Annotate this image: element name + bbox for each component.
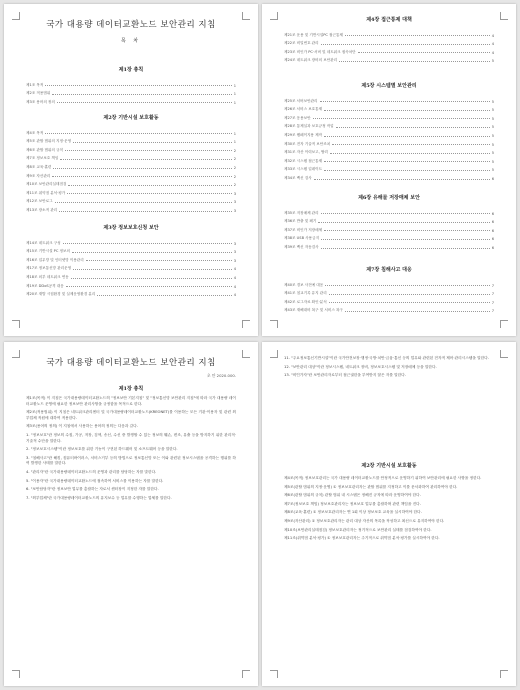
toc-entry[interactable] bbox=[26, 246, 236, 255]
toc-entry-page: 5 bbox=[491, 59, 494, 64]
body-paragraph: 제11조(취약점 분석·평가) ① 정보보호관리자는 주기적으로 취약점 분석·평가를 실시하여야 한다. bbox=[284, 536, 440, 541]
toc-entry[interactable] bbox=[284, 147, 494, 156]
toc-heading: 목 차 bbox=[120, 38, 142, 44]
toc-entry-page: 3 bbox=[233, 250, 236, 255]
toc-entry-label: 제1조 목적 bbox=[26, 82, 44, 87]
chapter-heading: 제2장 기반시설 보호활동 bbox=[361, 463, 417, 469]
dot-leader bbox=[330, 153, 490, 154]
dot-leader bbox=[73, 269, 232, 270]
toc-entry[interactable] bbox=[284, 46, 494, 55]
dot-leader bbox=[318, 222, 489, 223]
dot-leader bbox=[339, 61, 490, 62]
toc-entry[interactable] bbox=[284, 138, 494, 147]
toc-entry-page: 4 bbox=[233, 284, 236, 289]
document-title: 국가 대용량 데이터교환노드 보안관리 지침 bbox=[46, 20, 216, 30]
body-paragraph: 제8조(교육·훈련) ① 정보보호관리자는 연 1회 이상 정보보호 교육을 실시하여야 한다. bbox=[284, 510, 422, 515]
dot-leader bbox=[324, 170, 490, 171]
toc-entry-page: 4 bbox=[233, 293, 236, 298]
body-paragraph: 3. "침해사고"란 해킹, 컴퓨터바이러스, 서비스거부 등의 방법으로 정보통신망 또는 이와 관련된 정보시스템을 공격하는 행위를 하여 발생한 사태를 말한다. bbox=[26, 455, 236, 466]
toc-entry-page: 1 bbox=[233, 140, 236, 145]
dot-leader bbox=[67, 193, 231, 194]
dot-leader bbox=[72, 252, 232, 253]
chapter-heading: 제1장 총칙 bbox=[118, 386, 144, 392]
toc-entry-label: 제28조 통제실과 보호규정 작업 bbox=[284, 124, 334, 129]
crop-mark bbox=[12, 350, 20, 358]
crop-mark bbox=[270, 350, 278, 358]
toc-entry[interactable] bbox=[284, 112, 494, 121]
dot-leader bbox=[86, 260, 232, 261]
toc-entry[interactable] bbox=[26, 280, 236, 289]
body-paragraph: 제1조(목적) 이 지침은 국가대용량데이터교환노드의 "정보보안 기본지침" 및 "정보통신망 보안관리 지침"에 따라 국가 대용량 데이터교환노드 운영에 필요한 정보보안 관리사항을 규정함을 목적으로 한다. bbox=[26, 396, 236, 406]
dot-leader bbox=[97, 295, 231, 296]
toc-entry-label: 제23조 비인가 PC·서버 및 네트워크 접속차단 bbox=[284, 49, 356, 54]
dot-leader bbox=[329, 302, 490, 303]
toc-entry-label: 제40조 경보 사전예 대응 bbox=[284, 282, 324, 287]
crop-mark bbox=[12, 670, 20, 678]
toc-chapter-title: 제7장 침해사고 대응 bbox=[366, 267, 412, 273]
body-paragraph: 제3조(용어의 정의) 이 지침에서 사용하는 용어의 정의는 다음과 같다. bbox=[26, 424, 138, 429]
toc-entry[interactable] bbox=[284, 216, 494, 225]
toc-entry[interactable] bbox=[284, 241, 494, 250]
toc-entry-page: 4 bbox=[233, 267, 236, 272]
toc-entry-page: 4 bbox=[491, 42, 494, 47]
toc-entry-label: 제36조 반출 및 폐기 bbox=[284, 219, 317, 224]
crop-mark bbox=[242, 350, 250, 358]
toc-entry[interactable] bbox=[26, 170, 236, 179]
toc-entry[interactable] bbox=[26, 88, 236, 97]
toc-entry-label: 제3조 용어의 정의 bbox=[26, 99, 55, 104]
toc-chapter-title: 제5장 시스템별 보안관리 bbox=[361, 83, 417, 89]
toc-entry-page: 1 bbox=[233, 83, 236, 88]
toc-entry[interactable] bbox=[284, 121, 494, 130]
toc-entry-label: 제24조 네트워크 장비의 보안관리 bbox=[284, 58, 338, 63]
crop-mark bbox=[242, 670, 250, 678]
body-paragraph: 11. "주요정보통신기반시설"이란 국가안전보장·행정·국방·치안·금융·통신 등의 업무와 관련된 전자적 제어·관리시스템을 말한다. bbox=[284, 356, 489, 360]
dot-leader bbox=[324, 161, 490, 162]
toc-entry-page: 2 bbox=[233, 174, 236, 179]
toc-page-1 bbox=[4, 4, 258, 336]
toc-entry[interactable] bbox=[284, 55, 494, 64]
toc-entry[interactable] bbox=[26, 254, 236, 263]
crop-mark bbox=[270, 320, 278, 328]
toc-entry-label: 제8조 교육·훈련 bbox=[26, 164, 52, 169]
toc-entry[interactable] bbox=[284, 305, 494, 314]
toc-chapter-title: 제2장 기반시설 보호활동 bbox=[103, 115, 159, 121]
toc-entry-page: 6 bbox=[491, 176, 494, 181]
toc-entry-label: 제18조 외부 네트워크 연동 bbox=[26, 274, 69, 279]
toc-entry-page: 3 bbox=[233, 191, 236, 196]
toc-entry-label: 제10조 보안관리실태점검 bbox=[26, 182, 67, 187]
toc-chapter-title: 제4장 접근통제 대책 bbox=[366, 17, 412, 23]
toc-entry[interactable] bbox=[284, 95, 494, 104]
toc-entry[interactable] bbox=[26, 187, 236, 196]
toc-entry[interactable] bbox=[26, 289, 236, 298]
dot-leader bbox=[66, 286, 232, 287]
toc-entry[interactable] bbox=[284, 164, 494, 173]
toc-entry-page: 3 bbox=[233, 258, 236, 263]
dot-leader bbox=[59, 211, 232, 212]
body-paragraph: 4. "관리자"란 국가대용량데이터교환노드의 운영과 관리를 담당하는 자를 말한다. bbox=[26, 469, 157, 474]
toc-entry-page: 5 bbox=[491, 125, 494, 130]
toc-entry-page: 4 bbox=[233, 275, 236, 280]
crop-mark bbox=[12, 12, 20, 20]
toc-entry[interactable] bbox=[284, 38, 494, 47]
toc-entry[interactable] bbox=[284, 129, 494, 138]
toc-entry-label: 제20조 재발 시험환경 및 실제운영환경 분리 bbox=[26, 292, 96, 297]
toc-entry-label: 제42조 로그자료 확인·분석 bbox=[284, 299, 327, 304]
toc-entry-page: 7 bbox=[491, 283, 494, 288]
toc-entry[interactable] bbox=[26, 96, 236, 105]
toc-entry-label: 제15조 기반시설 PC 정보의 bbox=[26, 249, 70, 254]
dot-leader bbox=[324, 110, 490, 111]
toc-entry[interactable] bbox=[284, 172, 494, 181]
toc-entry-label: 제41조 침교기록 유지 관리 bbox=[284, 291, 327, 296]
dot-leader bbox=[68, 185, 231, 186]
dot-leader bbox=[60, 159, 231, 160]
dot-leader bbox=[71, 278, 232, 279]
toc-entry-label: 제16조 업무망 및 인터넷망 이용관리 bbox=[26, 257, 84, 262]
toc-entry-page: 2 bbox=[233, 157, 236, 162]
toc-entry[interactable] bbox=[26, 263, 236, 272]
toc-entry-page: 5 bbox=[491, 168, 494, 173]
toc-entry-page: 5 bbox=[491, 151, 494, 156]
toc-chapter-title: 제1장 총칙 bbox=[118, 67, 144, 73]
dot-leader bbox=[321, 44, 490, 45]
dot-leader bbox=[53, 168, 231, 169]
toc-entry[interactable] bbox=[284, 279, 494, 288]
toc-entry-page: 7 bbox=[491, 300, 494, 305]
toc-entry-label: 제29조 웹페이지용 제작 bbox=[284, 132, 323, 137]
crop-mark bbox=[242, 12, 250, 20]
toc-entry[interactable] bbox=[284, 224, 494, 233]
body-paragraph: 제5조(관할 범위의 지정·운영) ① 정보보호관리자는 관할 범위를 지정하고 이를 문서화하여 관리하여야 한다. bbox=[284, 484, 458, 489]
body-paragraph: 제4조(목적) 정보보호관리는 국가 대용량 데이터교환노드를 안정적으로 운영하기 위하여 보안관리에 필요한 사항을 정한다. bbox=[284, 476, 482, 480]
toc-entry-page: 3 bbox=[233, 241, 236, 246]
crop-mark bbox=[500, 350, 508, 358]
toc-entry[interactable] bbox=[26, 237, 236, 246]
dot-leader bbox=[73, 142, 232, 143]
dot-leader bbox=[320, 101, 490, 102]
dot-leader bbox=[55, 202, 232, 203]
toc-entry[interactable] bbox=[284, 104, 494, 113]
dot-leader bbox=[313, 118, 490, 119]
toc-chapter-title: 제3장 정보보호신청 보안 bbox=[103, 225, 159, 231]
body-paragraph: 1. "정보보호"란 정보의 수집, 가공, 저장, 검색, 송신, 수신 중 발생할 수 있는 정보의 훼손, 변조, 유출 등을 방지하기 위한 관리적·기술적 수단을 말한다. bbox=[26, 432, 236, 443]
crop-mark bbox=[12, 320, 20, 328]
toc-entry-page: 6 bbox=[491, 245, 494, 250]
crop-mark bbox=[270, 12, 278, 20]
toc-entry-label: 제31조 자산 이력보고, 협력 bbox=[284, 150, 328, 155]
body-page-1 bbox=[4, 342, 258, 686]
body-paragraph: 6. "보안담당자"란 정보보안 업무를 총괄하는 자로서 센터장이 지정한 자를 말한다. bbox=[26, 487, 159, 492]
toc-entry-label: 제37조 비인가 저장매체 bbox=[284, 227, 323, 232]
toc-entry-page: 6 bbox=[491, 237, 494, 242]
toc-entry[interactable] bbox=[284, 296, 494, 305]
toc-entry-page: 2 bbox=[233, 165, 236, 170]
toc-entry[interactable] bbox=[284, 288, 494, 297]
dot-leader bbox=[325, 285, 489, 286]
body-paragraph: 제2조(적용범위) 이 지침은 네트워크관리센터 및 국가대용량데이터교환노드(KREONET)를 이용하는 모든 기관·이용자 및 관련 외부업체 직원에 대하여 적용한다. bbox=[26, 410, 236, 420]
crop-mark bbox=[500, 670, 508, 678]
toc-entry-label: 제34조 백신 검사 bbox=[284, 175, 312, 180]
dot-leader bbox=[57, 102, 232, 103]
dot-leader bbox=[45, 85, 231, 86]
toc-entry-label: 제19조 DDoS공격 대응 bbox=[26, 283, 64, 288]
dot-leader bbox=[358, 52, 490, 53]
toc-entry-page: 5 bbox=[491, 133, 494, 138]
dot-leader bbox=[324, 136, 490, 137]
dot-leader bbox=[329, 294, 490, 295]
toc-entry[interactable] bbox=[26, 153, 236, 162]
dot-leader bbox=[65, 150, 232, 151]
toc-entry[interactable] bbox=[284, 29, 494, 38]
toc-entry-page: 2 bbox=[233, 148, 236, 153]
toc-entry-page: 5 bbox=[491, 99, 494, 104]
dot-leader bbox=[345, 35, 490, 36]
crop-mark bbox=[270, 670, 278, 678]
toc-entry-label: 제2조 적용범위 bbox=[26, 91, 51, 96]
body-paragraph: 12. "보안관리 대상"이란 정보시스템, 네트워크 장비, 정보보호시스템 및 저장매체 등을 말한다. bbox=[284, 364, 437, 369]
toc-entry[interactable] bbox=[284, 207, 494, 216]
toc-entry-page: 4 bbox=[491, 33, 494, 38]
toc-entry-page: 3 bbox=[233, 200, 236, 205]
toc-entry-label: 제38조 USB 사용금지 bbox=[284, 236, 320, 241]
dot-leader bbox=[336, 127, 490, 128]
toc-entry-label: 제5조 관할 범위의 지정·운영 bbox=[26, 139, 72, 144]
toc-entry-page: 5 bbox=[491, 108, 494, 113]
toc-entry-label: 제13조 장소적 관리 bbox=[26, 207, 58, 212]
dot-leader bbox=[332, 144, 490, 145]
toc-entry[interactable] bbox=[284, 233, 494, 242]
toc-page-2 bbox=[262, 4, 516, 336]
toc-entry-page: 2 bbox=[233, 183, 236, 188]
toc-entry-page: 5 bbox=[491, 116, 494, 121]
toc-entry[interactable] bbox=[26, 204, 236, 213]
toc-entry[interactable] bbox=[26, 179, 236, 188]
dot-leader bbox=[52, 176, 231, 177]
toc-entry-label: 제25조 서버보안관리 bbox=[284, 98, 318, 103]
toc-entry[interactable] bbox=[26, 127, 236, 136]
dot-leader bbox=[52, 94, 231, 95]
body-paragraph: 7. "외부업체"란 국가대용량데이터교환노드의 유지보수 등 업무를 수행하는 업체를 말한다. bbox=[26, 495, 172, 500]
toc-entry-label: 제35조 저장매체 관리 bbox=[284, 210, 319, 215]
dot-leader bbox=[321, 248, 490, 249]
toc-entry-page: 4 bbox=[491, 50, 494, 55]
toc-entry-page: 7 bbox=[491, 292, 494, 297]
dot-leader bbox=[45, 133, 231, 134]
dot-leader bbox=[345, 311, 490, 312]
toc-entry-label: 제27조 응용보안 bbox=[284, 115, 311, 120]
toc-entry[interactable] bbox=[26, 79, 236, 88]
toc-entry-label: 제6조 관할 범위의 규칙 bbox=[26, 147, 63, 152]
crop-mark bbox=[500, 12, 508, 20]
toc-entry-page: 3 bbox=[233, 208, 236, 213]
toc-entry-label: 제26조 서비스 보호통제 bbox=[284, 107, 323, 112]
body-paragraph: 5. "이용자"란 국가대용량데이터교환노드에 접속하여 서비스를 이용하는 자를 말한다. bbox=[26, 478, 164, 483]
toc-entry-page: 5 bbox=[491, 142, 494, 147]
toc-entry-page: 5 bbox=[491, 159, 494, 164]
body-paragraph: 제9조(자산관리) ① 정보보호관리자는 관리 대상 자산의 목록을 작성하고 최신으로 유지하여야 한다. bbox=[284, 518, 445, 523]
body-paragraph: 2. "정보보호시스템"이란 정보보호를 위한 기능이 구현된 하드웨어 및 소프트웨어 등을 말한다. bbox=[26, 447, 178, 452]
dot-leader bbox=[63, 243, 232, 244]
dot-leader bbox=[324, 230, 490, 231]
toc-entry-page: 1 bbox=[233, 100, 236, 105]
toc-entry-page: 6 bbox=[491, 211, 494, 216]
toc-entry-label: 제7조 정보보호 책임 bbox=[26, 156, 59, 161]
dot-leader bbox=[314, 179, 490, 180]
body-paragraph: 제7조(정보보호 책임) 정보보호관리자는 정보보호 업무를 총괄하며 관련 책임을 진다. bbox=[284, 501, 421, 506]
toc-entry-page: 6 bbox=[491, 220, 494, 225]
toc-entry-page: 1 bbox=[233, 131, 236, 136]
toc-entry-label: 제12조 보안로그 bbox=[26, 199, 53, 204]
toc-entry[interactable] bbox=[26, 196, 236, 205]
toc-entry-page: 7 bbox=[491, 309, 494, 314]
toc-entry[interactable] bbox=[26, 161, 236, 170]
toc-entry-label: 제33조 시스템 업데이트 bbox=[284, 167, 323, 172]
body-title: 국가 대용량 데이터교환노드 보안관리 지침 bbox=[46, 358, 216, 368]
toc-entry[interactable] bbox=[26, 136, 236, 145]
toc-entry-label: 제4조 목적 bbox=[26, 130, 44, 135]
toc-entry-label: 제14조 네트워크 구성 bbox=[26, 240, 61, 245]
crop-mark bbox=[242, 320, 250, 328]
toc-entry-label: 제32조 시스템 접근통제 bbox=[284, 158, 323, 163]
draft-date: 초 안 2020.000. bbox=[206, 373, 236, 378]
toc-entry[interactable] bbox=[26, 144, 236, 153]
toc-chapter-title: 제6장 유해물 저장매체 보안 bbox=[358, 195, 420, 201]
toc-entry-label: 제39조 백신 자동검사 bbox=[284, 244, 319, 249]
toc-entry-page: 1 bbox=[233, 92, 236, 97]
toc-entry-label: 제30조 전자 기술적 보안조치 bbox=[284, 141, 331, 146]
toc-entry-label: 제22조 비밀번호 관리 bbox=[284, 41, 319, 46]
toc-entry[interactable] bbox=[26, 271, 236, 280]
toc-entry-label: 제17조 정보통신망 관리운영 bbox=[26, 266, 72, 271]
toc-entry-label: 제9조 자산관리 bbox=[26, 173, 51, 178]
crop-mark bbox=[500, 320, 508, 328]
body-paragraph: 제10조(보안관리실태점검) 정보보호관리자는 정기적으로 보안관리 실태를 점검하여야 한다. bbox=[284, 527, 432, 532]
dot-leader bbox=[321, 239, 490, 240]
toc-entry-label: 제11조 취약점 분석·평가 bbox=[26, 190, 66, 195]
body-page-2 bbox=[262, 342, 516, 686]
toc-entry-page: 6 bbox=[491, 228, 494, 233]
dot-leader bbox=[321, 213, 490, 214]
toc-entry-label: 제43조 재해대비 복구 및 서비스 복구 bbox=[284, 308, 343, 313]
body-paragraph: 13. "비인가자"란 보안관리자로부터 접근권한을 부여받지 않은 자를 말한다. bbox=[284, 373, 406, 378]
body-paragraph: 제6조(관할 범위의 규칙) 관할 범위 내 시스템은 정해진 규칙에 따라 운영하여야 한다. bbox=[284, 493, 421, 498]
toc-entry[interactable] bbox=[284, 155, 494, 164]
toc-entry-label: 제21조 운용 및 기반시설PC 접근통제 bbox=[284, 32, 343, 37]
